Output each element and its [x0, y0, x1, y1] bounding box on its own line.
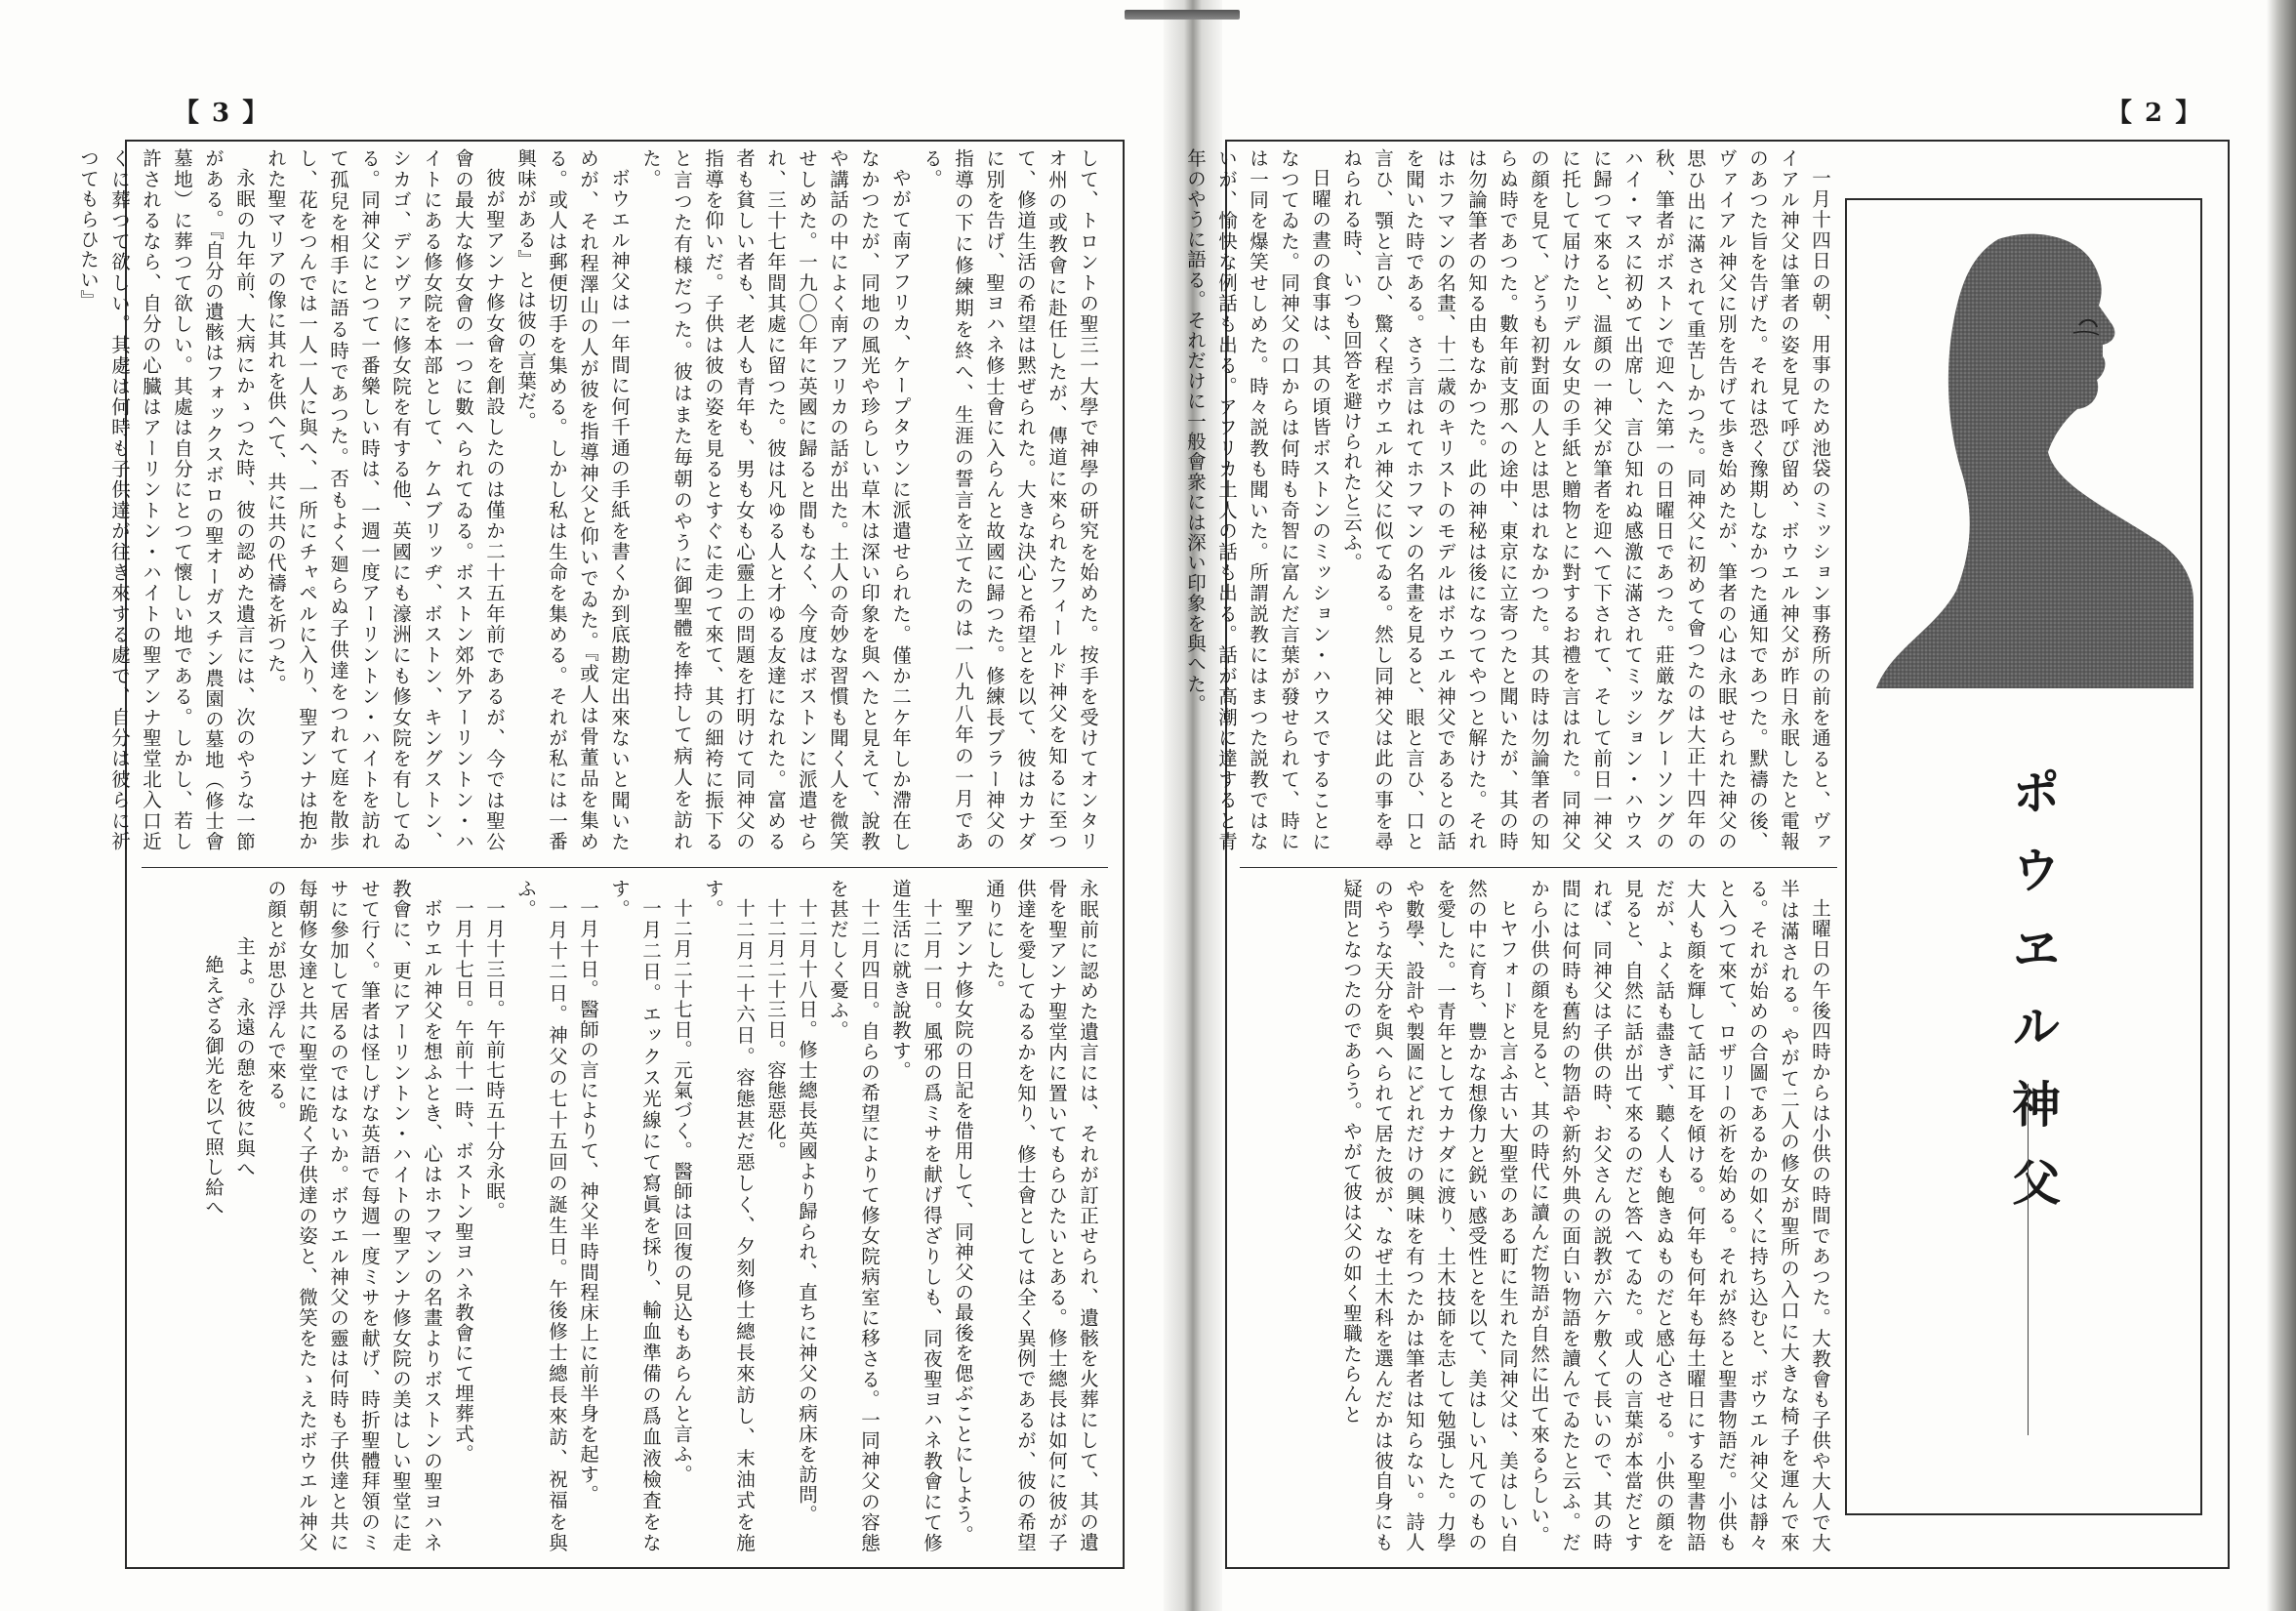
- paragraph-closing: ボウエル神父を想ふとき、心はホフマンの名畫よりボストンの聖ヨハネ教會に、更にアーリントン・ハイトの聖アンナ修女院の美はしい聖堂に走せて行く。筆者は怪しげな英語で每週一度ミサを献げ、時折聖體拜領のミサに參加して居るのではないか。ボウエル神父の靈は何時も子供達と共に每朝修女達と共に聖堂に跪く子供達の姿と、微笑をたゝえたボウエル神父の顔とが思ひ浮んで來る。: [265, 879, 443, 1552]
- paragraph-intro: 一月十四日の朝、用事のため池袋のミッション事務所の前を通ると、ヴァイアル神父は筆者の姿を見て呼び留め、ボウエル神父が昨日永眠したと電報のあつた旨を告げた。それは恐く豫期しなかつた通知であつた。默禱の後、ヴァイアル神父に別を告げて歩き始めたが、筆者の心は永眠せられた神父の思ひ出に滿されて重苦しかつた。同神父に初めて會つたのは大正十四年の秋、筆者がボストンで迎へた第一の日曜日であつた。莊厳なグレーソングのハイ・マスに初めて出席し、言ひ知れぬ感激に滿されてミッション・ハウスに歸つて來ると、温顔の一神父が筆者を迎へて下されて、そして前日一神父に托して届けたリデル女史の手紙と贈物とに對するお禮を言はれた。同神父の顔を見て、どうも初對面の人とは思はれなかつた。其の時は勿論筆者の知らぬ時であつた。數年前支那への途中、東京に立寄つたと聞いたが、其の時は勿論筆者の知る由もなかつた。此の神秘は後になつてやつと解けた。それはホフマンの名畫、十二歳のキリストのモデルはボウエル神父であるとの話を聞いた時である。さう言はれてホフマンの名畫を見ると、眼と言ひ、口と言ひ、顎と言ひ、驚く程ボウエル神父に似てゐる。然し同神父は此の事を尋ねられる時、いつも回答を避けられたと云ふ。: [1340, 148, 1831, 851]
- paragraph-diary-intro: 聖アンナ修女院の日記を借用して、同神父の最後を偲ぶことにしよう。: [952, 897, 974, 1545]
- page2-upper-text: [1184, 148, 1835, 851]
- diary-entry: 一月十日。醫師の言によりて、神父半時間程床上に前半身を起す。: [577, 897, 599, 1505]
- diary-entry: 一月十三日。午前七時五十分永眠。: [483, 897, 506, 1221]
- page2-lower-text: [1242, 879, 1835, 1552]
- paragraph-letters: ボウエル神父は一年間に何千通の手紙を書くか到底勘定出來ないと聞いためが、それ程澤山の人が彼を指導神父と仰いでゐた。『或人は骨董品を集める。或人は郵便切手を集める。しかし私は生命を集める。それが私には一番興味がある』とは彼の言葉だ。: [514, 148, 631, 851]
- paragraph-sunday: 日曜の晝の食事は、其の頃皆ボストンのミッション・ハウスですることになつてゐた。同神父の口からは何時も奇智に富んだ言葉が發せられて、時には一同を爆笑せしめた。時々説教も聞いた。所謂説教にはまつた説教ではないが、愉快な例話も出る。アフリカ土人の話も出る。話が高潮に達すると青年のやうに語る。それだけに一般會衆には深い印象を與へた。: [1184, 148, 1332, 851]
- portrait-title-box: [1845, 198, 2202, 1515]
- page-edge-shadow: [2267, 0, 2296, 1611]
- paragraph-early-career: して、トロントの聖三一大學で神學の研究を始めた。按手を受けてオンタリオ州の或教會に赴任したが、傳道に來られたフィールド神父を知るに至つて、修道生活の希望は黙ぜられた。大きな決心と希望とを以て、彼はカナダに別を告げ、聖ヨハネ修士會に入らんと故國に歸つた。修練長ブラー神父の指導の下に修練期を終へ、生涯の誓言を立てたのは一八九八年の一月である。: [921, 148, 1099, 851]
- title-underline-rule: [2028, 1084, 2029, 1435]
- diary-entry: 一月十七日。午前十一時、ボストン聖ヨハネ教會にて埋葬式。: [452, 897, 474, 1465]
- column-divider-right: [1240, 867, 1837, 868]
- diary-entry: 十二月十八日。修士總長英國より歸られ、直ちに神父の病床を訪問。: [796, 897, 818, 1525]
- diary-entry: 十二月二十七日。元氣づく。醫師は回復の見込もあらんと言ふ。: [671, 897, 693, 1484]
- diary-entry: 一月十二日。神父の七十五回の誕生日。午後修士總長來訪、祝福を與ふ。: [514, 879, 568, 1552]
- diary-entry: 十二月二十六日。容態甚だ惡しく、夕刻修士總長來訪し、末油式を施す。: [702, 879, 756, 1552]
- binding-clip: [1125, 10, 1240, 20]
- portrait-silhouette: [1847, 200, 2200, 747]
- paragraph-youth: ヒヤフォードと言ふ古い大聖堂のある町に生れた同神父は、美はしい自然の中に育ち、豐かな想像力と鋭い感受性とを以て、美はしい凡てのものを愛した。一青年としてカナダに渡り、土木技師を志して勉强した。力學や數學、設計や製圖にどれだけの興味を有つたかは筆者は知らない。詩人のやうな天分を與へられて居た彼が、なぜ土木科を選んだかは彼自身にも疑問となつたのであらう。やがて彼は父の如く聖職たらんと: [1340, 879, 1519, 1552]
- diary-entry: 十二月一日。風邪の爲ミサを献げ得ざりしも、同夜聖ヨハネ教會にて修道生活に就き說教す。: [889, 879, 943, 1552]
- paragraph-sisterhood: 彼が聖アンナ修女會を創設したのは僅か二十五年前であるが、今では聖公會の最大な修女會の一つに數へられてゐる。ボストン郊外アーリントン・ハイトにある修女院を本部として、ケムブリッヂ、ボストン、キングストン、シカゴ、デンヴァに修女院を有する他、英國にも濠洲にも修女院を有してゐる。同神父にとつて一番樂しい時は、一週一度アーリントン・ハイトを訪れて孤兒を相手に語る時であつた。否もよく廻らぬ子供達をつれて庭を散歩し、花をつんでは一人一人に與へ、一所にチャペルに入り、聖アンナは抱かれた聖マリアの像に其れを供へて、共に共の代禱を祈つた。: [265, 148, 506, 851]
- diary-entry: 十二月四日。自らの希望によりて修女院病室に移さる。一同神父の容態を甚だしく憂ふ。: [827, 879, 881, 1552]
- paragraph-will-final: 永眠前に認めた遺言には、それが訂正せられ、遺骸を火葬にして、其の遺骨を聖アンナ聖堂内に置いてもらひたいとある。修士總長は如何に彼が子供達を愛してゐるかを知り、修士會としては全く異例であるが、彼の希望通りにした。: [983, 879, 1099, 1552]
- page3-upper-text: [77, 148, 1103, 851]
- column-divider-left: [142, 867, 1108, 868]
- prayer-line: 絶えざる御光を以て照し給へ: [202, 955, 225, 1219]
- paragraph-africa: やがて南アフリカ、ケープタウンに派遣せられた。僅か二ケ年しか滯在しなかつたが、同地の風光や珍らしい草木は深い印象を與へたと見えて、說教や講話の中によく南アフリカの話が出た。土人の奇妙な習慣も聞く人を微笑せしめた。一九〇〇年に英國に歸ると間もなく、今度はボストンに派遣せられ、三十七年間其處に留つた。彼は凡ゆる人と才ゆる友達になれた。富める者も貧しい者も、老人も青年も、男も女も心靈上の問題を打明けて同神父の指導を仰いだ。子供は彼の姿を見るとすぐに走つて來て、其の細袴に振下ると言つた有様だつた。彼はまた毎朝のやうに御聖體を捧持して病人を訪れた。: [639, 148, 912, 851]
- diary-entry: 十二月二十三日。容態惡化。: [764, 897, 787, 1161]
- page-number-left: 【 3 】: [174, 99, 270, 128]
- page-number-right: 【 2 】: [2107, 99, 2203, 128]
- page3-lower-text: [146, 879, 1103, 1552]
- prayer-line: 主よ。永遠の憩を彼に與へ: [233, 935, 256, 1178]
- article-title: ポウヱル神父: [2004, 766, 2061, 1235]
- paragraph-children-hour: 土曜日の午後四時からは小供の時間であつた。大教會も子供や大人で大半は滿される。やがて二人の修女が聖所の入口に大きな椅子を運んで來る。それが始めの合圖であるかの如くに持ち込むと、ボウエル神父は靜々と入つて來て、ロザリーの祈を始める。それが終ると聖書物語だ。小供も大人も顔を輝して話に耳を傾ける。何年も何年も毎土曜日にする聖書物語だが、よく話も盡きず、聽く人も飽きぬものだと感心させる。小供の顔を見ると、自然に話が出て來るのだと答へてゐた。或人の言葉が本當だとすれば、同神父は子供の時、お父さんの説教が六ケ敷くて長いので、其の時間には何時も舊約の物語や新約外典の面白い物語を讀んでゐたと云ふ。だから小供の顔を見ると、其の時代に讀んだ物語が自然に出て來るらしい。: [1528, 879, 1831, 1552]
- paragraph-will: 永眠の九年前、大病にかゝつた時、彼の認めた遺言には、次のやうな一節がある。『自分の遺骸はフォックスボロの聖オーガスチン農園の墓地（修士會墓地）に葬つて欲しい。其處は自分にとつて懷しい地である。しかし、若し許されるなら、自分の心臓はアーリントン・ハイトの聖アンナ聖堂北入口近くに葬つて欲しい。其處は何時も子供達が往き來する處で、自分は彼らに祈つてもらひたい』: [77, 148, 256, 851]
- diary-entry: 一月二日。エックス光線にて寫眞を採り、輸血準備の爲血液檢査をなす。: [608, 879, 662, 1552]
